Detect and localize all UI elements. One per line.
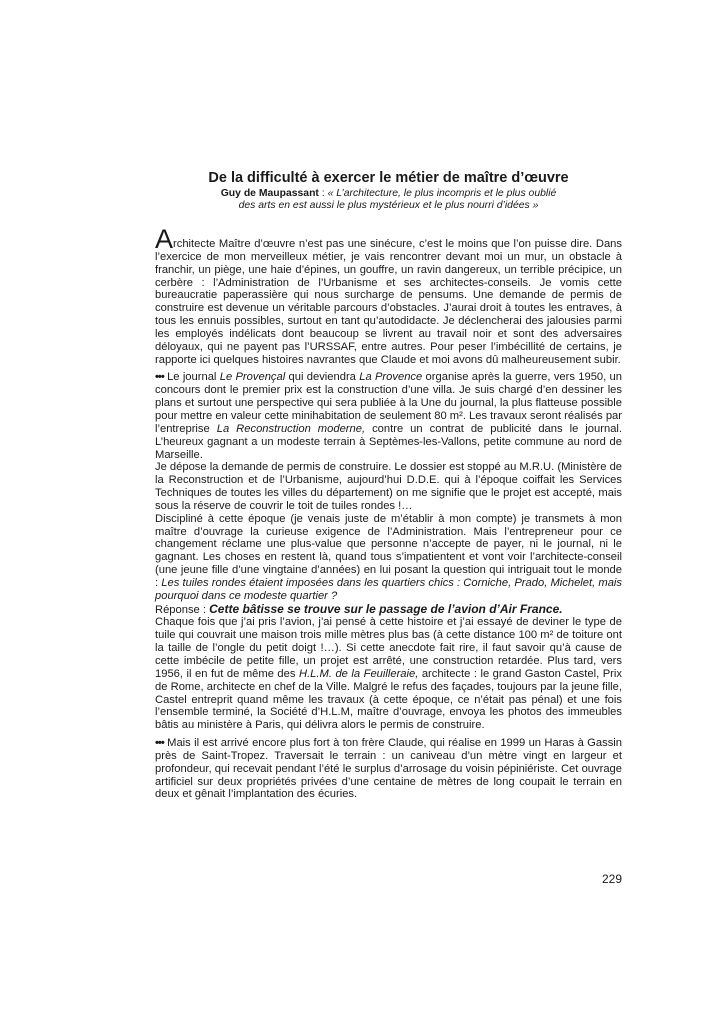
hlm-name: H.L.M. de la Feuilleraie,	[298, 667, 419, 680]
drop-cap: A	[155, 224, 174, 254]
document-page	[155, 170, 622, 801]
answer-label: Réponse :	[155, 603, 210, 616]
bullet-marker: •••	[155, 371, 164, 384]
epigraph-author: Guy de Maupassant	[220, 188, 319, 199]
text-run: Discipliné à cette époque (je venais juste de m’établir à mon compte) je transmets à mon maître d’ouvrage la curieuse exigence de l’Administration. Mais l’entrepreneur pour ce changement réclame une plus-value que personne n’accepte de payer, ni le journal, ni le gagnant. Les choses en restent là, quand tous s’impatientent et vont voir l’architecte-conseil (une jeune fille d’une vingtaine d’années) en lui posant la question qui intriguait tout le monde :	[155, 512, 622, 589]
chapter-title: De la difficulté à exercer le métier de maître d’œuvre	[208, 170, 569, 186]
text-run: architecte : le grand Gaston Castel, Prix de Rome, architecte en chef de la Ville. Malgré le refus des façades, toujours par la jeune fille, Castel entreprit quand même les travaux (à cette époque, ce n’était pas pénal) et une fois l’ensemble terminé, la Société d’H.L.M, maître d’ouvrage, envoya les photos des immeubles bâtis au ministère à Paris, qui délivra alors le permis de construire.	[155, 667, 622, 732]
paragraph-permit: Je dépose la demande de permis de construire. Le dossier est stoppé au M.R.U. (Ministère de la Reconstruction et de l’Urbanisme, aujourd’hui D.D.E. qui à l’époque coiffait les Services Techniques de toutes les villes du département) on me signifie que le projet est accepté, mais sous la réserve de couvrir le toit de tuiles rondes !…	[155, 461, 623, 512]
bullet-marker: •••	[155, 737, 164, 750]
newspaper-name: La Provence	[359, 371, 426, 384]
paragraph-contest	[155, 371, 622, 461]
text-run: contre un contrat de publicité dans le journal. L’heureux gagnant a un modeste terrain à Septèmes-les-Vallons, petite commune au nord de Marseille.	[155, 422, 623, 461]
text-run: organise après la guerre, vers 1950, un concours dont le premier prix est la construction d’une villa. Je suis chargé d’en dessiner les plans et surtout une perspective qui sera publiée à la Une du journal, la plus flatteuse possible pour mettre en valeur cette minihabitation de seulement 80 m². Les travaux seront réalisés par l’entreprise	[155, 371, 623, 435]
question-text: Les tuiles rondes étaient imposées dans les quartiers chics : Corniche, Prado, Michelet, mais pourquoi dans ce modeste quartier ?	[155, 576, 622, 602]
epigraph-quote-line2: des arts en est aussi le plus mystérieux et le plus nourri d’idées »	[238, 200, 539, 211]
text-run: qui deviendra	[288, 371, 360, 384]
epigraph	[155, 188, 622, 212]
paragraph-intro-text: rchitecte Maître d’œuvre n’est pas une sinécure, c’est le moins que l’on puisse dire. Dans l’exercice de mon merveilleux métier, je vais rencontrer devant moi un mur, un obstacle à franchir, un piège, une haie d’épines, un gouffre, un ravin dangereux, un terrible précipice, un cerbère : l’Administration de l’Urbanisme et ses architectes-conseils. Je vomis cette bureaucratie paperassière qui nous surcharge de pensums. Une demande de permis de construire est devenue un véritable parcours d’obstacles. J’aurai droit à toutes les entraves, à tous les ennuis possibles, surtout en tant qu’autodidacte. Je déclencherai des jalousies parmi les employés indélicats dont beaucoup se livrent au travail noir et sont des adversaires déloyaux, qui ne payent pas l’URSSAF, entre autres. Pour peser l’imbécillité de certains, je rapporte ici quelques histoires navrantes que Claude et moi avons dû malheureusement subir.	[155, 238, 622, 366]
company-name: La Reconstruction moderne,	[216, 422, 366, 435]
newspaper-name: Le Provençal	[219, 371, 289, 384]
epigraph-quote-line1: « L’architecture, le plus incompris et le plus oublié	[327, 188, 557, 199]
page-number: 229	[601, 872, 622, 886]
text-run: Chaque fois que j’ai pris l’avion, j’ai pensé à cette histoire et j’ai essayé de deviner le type de tuile qui couvrait une maison trois mille mètres plus bas (à cette distance 100 m² de toiture ont la taille de l’ongle du petit doigt !…). Si cette anecdote fait rire, il faut savoir qu’à cause de cette imbécile de petite fille, un projet est arrêté, une construction retardée. Plus tard, vers 1956, il en fut de même des	[155, 616, 622, 680]
answer-text: Cette bâtisse se trouve sur le passage de l’avion d’Air France.	[209, 601, 563, 616]
paragraph-anecdote	[155, 616, 622, 732]
paragraph-haras	[155, 737, 622, 801]
paragraph-architect-question	[155, 513, 622, 603]
text-run: Mais il est arrivé encore plus fort à ton frère Claude, qui réalise en 1999 un Haras à Gassin près de Saint-Tropez. Traversait le terrain : un caniveau d’un mètre vingt en largeur et profondeur, qui recevait pendant l’été le surplus d’arrosage du voisin pépiniériste. Cet ouvrage artificiel sur deux propriétés privées d’une centaine de mètres de long coupait le terrain en deux et gênait l’implantation des écuries.	[155, 737, 622, 801]
paragraph-answer	[155, 603, 622, 617]
paragraph-intro	[155, 224, 622, 366]
epigraph-separator: :	[318, 188, 328, 199]
text-run: Le journal	[163, 371, 220, 384]
